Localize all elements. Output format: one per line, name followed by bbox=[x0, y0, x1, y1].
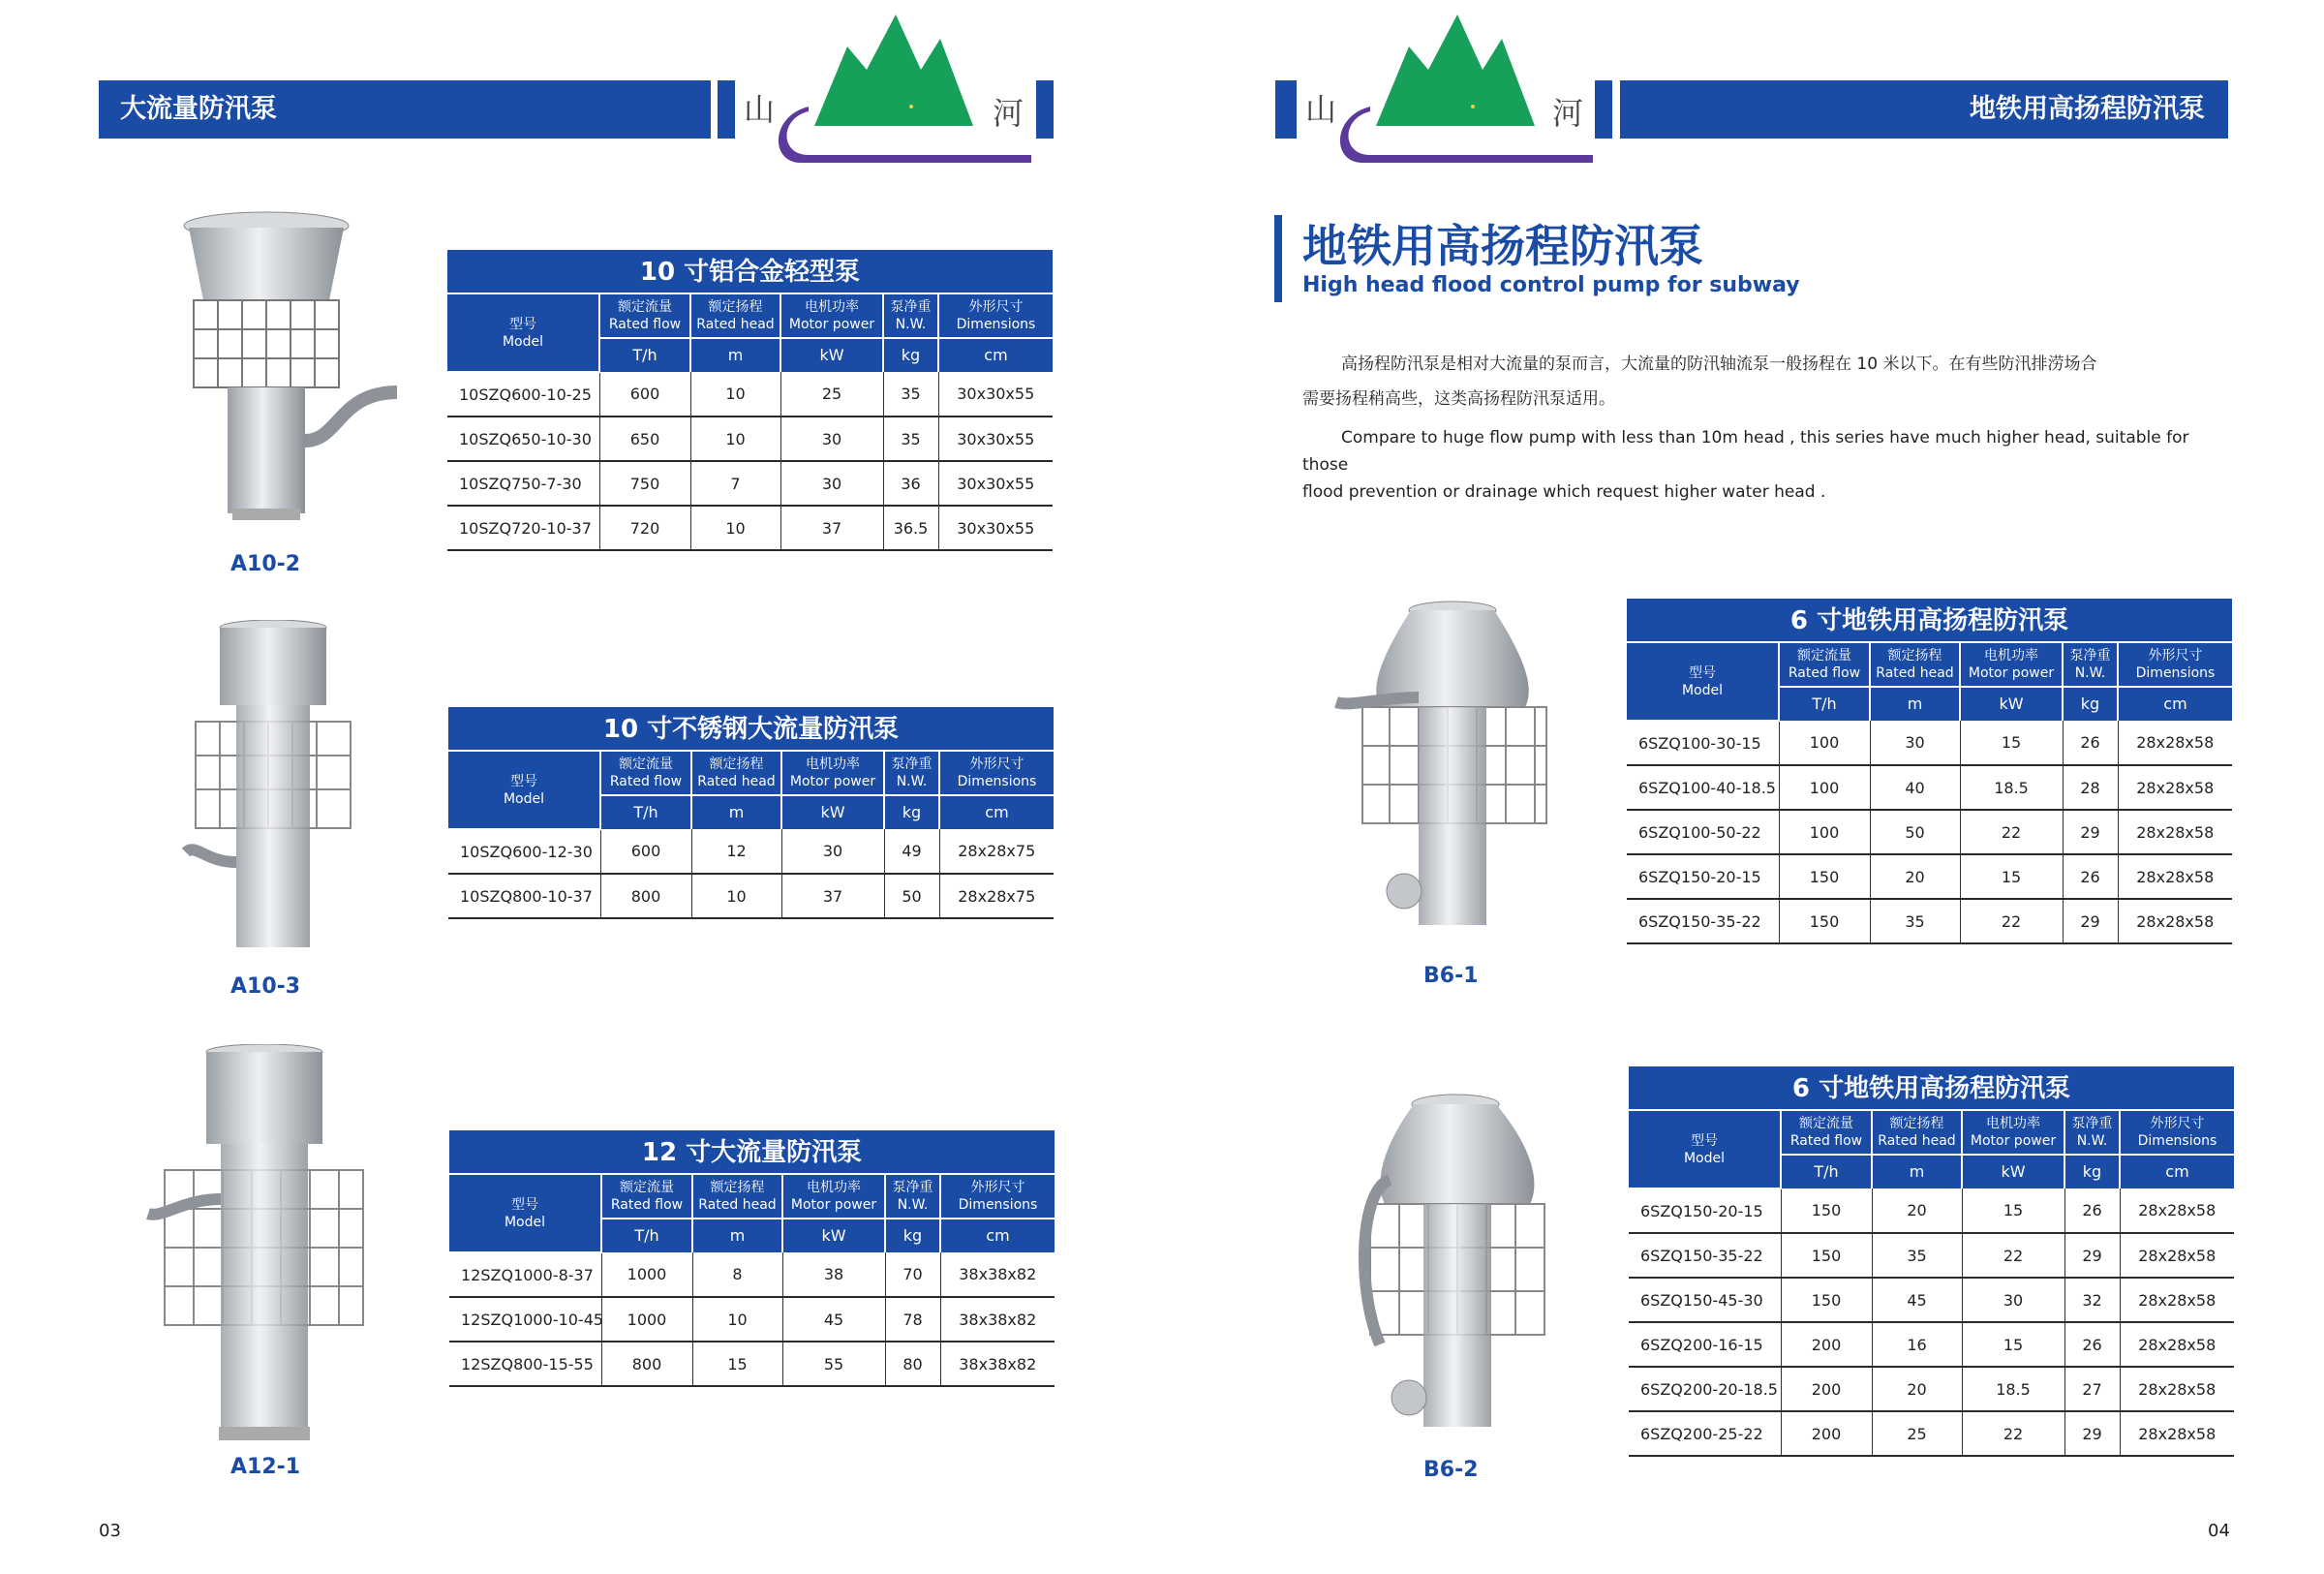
description-cn bbox=[1302, 347, 2232, 417]
table-cell: 26 bbox=[2064, 1188, 2120, 1233]
table-cell: 10SZQ600-12-30 bbox=[448, 829, 600, 874]
spec-grid bbox=[1627, 643, 2232, 944]
table-cell: 28x28x58 bbox=[2118, 810, 2232, 854]
table-cell: 26 bbox=[2063, 854, 2118, 899]
col-header-weight: 泵净重 N.W. bbox=[883, 294, 938, 338]
page-number-right: 04 bbox=[2208, 1521, 2230, 1541]
col-header-weight: 泵净重 N.W. bbox=[884, 752, 939, 795]
table-row bbox=[1629, 1278, 2234, 1322]
table-cell: 6SZQ150-20-15 bbox=[1629, 1188, 1781, 1233]
table-cell: 28x28x75 bbox=[939, 874, 1054, 918]
table-row bbox=[1627, 810, 2232, 854]
product-label-b6-1: B6-1 bbox=[1423, 964, 1479, 988]
col-header-model: 型号 Model bbox=[447, 294, 599, 372]
product-label-a10-3: A10-3 bbox=[230, 974, 301, 999]
table-cell: 30 bbox=[1870, 721, 1960, 765]
table-cell: 36 bbox=[883, 461, 938, 506]
table-cell: 27 bbox=[2064, 1367, 2120, 1411]
subway-heading-cn: 地铁用高扬程防汛泵 bbox=[1302, 220, 1703, 272]
table-cell: 29 bbox=[2064, 1411, 2120, 1456]
left-header-title: 大流量防汛泵 bbox=[120, 94, 277, 124]
logo-char-shan: 山 bbox=[1305, 91, 1337, 128]
table-cell: 30x30x55 bbox=[938, 506, 1053, 550]
col-header-weight: 泵净重 N.W. bbox=[885, 1175, 940, 1219]
table-cell: 600 bbox=[599, 372, 690, 417]
right-header-accent-left bbox=[1275, 80, 1297, 139]
table-cell: 38 bbox=[782, 1252, 885, 1297]
table-cell: 37 bbox=[781, 874, 884, 918]
table-cell: 36.5 bbox=[883, 506, 938, 550]
right-header-accent bbox=[1595, 80, 1612, 139]
table-cell: 200 bbox=[1781, 1411, 1872, 1456]
col-header-power: 电机功率 Motor power bbox=[782, 1175, 885, 1219]
description-cn-line-2: 需要扬程稍高些，这类高扬程防汛泵适用。 bbox=[1302, 389, 1615, 409]
col-header-head: 额定扬程 Rated head bbox=[1870, 643, 1960, 687]
table-cell: 15 bbox=[1962, 1322, 2064, 1367]
table-cell: 10SZQ800-10-37 bbox=[448, 874, 600, 918]
product-label-b6-2: B6-2 bbox=[1423, 1458, 1479, 1482]
table-cell: 35 bbox=[883, 372, 938, 417]
table-cell: 30x30x55 bbox=[938, 461, 1053, 506]
table-cell: 28x28x75 bbox=[939, 829, 1054, 874]
logo-char-shan: 山 bbox=[744, 91, 776, 128]
table-cell: 30 bbox=[781, 829, 884, 874]
table-row bbox=[449, 1252, 1055, 1297]
table-cell: 28 bbox=[2063, 765, 2118, 810]
table-cell: 800 bbox=[601, 1342, 692, 1386]
table-cell: 150 bbox=[1781, 1233, 1872, 1278]
table-cell: 100 bbox=[1779, 810, 1870, 854]
unit-dimensions: cm bbox=[938, 338, 1053, 372]
col-header-power: 电机功率 Motor power bbox=[780, 294, 883, 338]
table-cell: 26 bbox=[2064, 1322, 2120, 1367]
table-cell: 28x28x58 bbox=[2118, 899, 2232, 943]
brand-logo-left bbox=[741, 10, 1031, 165]
table-cell: 20 bbox=[1870, 854, 1960, 899]
col-header-model: 型号 Model bbox=[449, 1175, 601, 1252]
unit-flow: T/h bbox=[601, 1219, 692, 1252]
table-cell: 8 bbox=[692, 1252, 782, 1297]
pump-image-b6-2 bbox=[1341, 1093, 1564, 1441]
table-cell: 26 bbox=[2063, 721, 2118, 765]
pump-image-b6-1 bbox=[1331, 601, 1564, 944]
table-cell: 28x28x58 bbox=[2120, 1367, 2234, 1411]
table-cell: 22 bbox=[1960, 810, 2063, 854]
spec-table-title: 6 寸地铁用高扬程防汛泵 bbox=[1629, 1066, 2234, 1111]
spec-table-title: 10 寸不锈钢大流量防汛泵 bbox=[448, 707, 1054, 752]
spec-table-title: 12 寸大流量防汛泵 bbox=[449, 1130, 1055, 1175]
table-cell: 29 bbox=[2064, 1233, 2120, 1278]
table-cell: 800 bbox=[600, 874, 691, 918]
pump-image-a12-1 bbox=[143, 1044, 371, 1446]
product-label-a12-1: A12-1 bbox=[230, 1455, 301, 1479]
table-cell: 6SZQ150-35-22 bbox=[1627, 899, 1779, 943]
table-cell: 10SZQ600-10-25 bbox=[447, 372, 599, 417]
product-label-a10-2: A10-2 bbox=[230, 552, 301, 576]
unit-flow: T/h bbox=[1779, 687, 1870, 721]
table-cell: 35 bbox=[883, 417, 938, 461]
table-row bbox=[1627, 721, 2232, 765]
unit-head: m bbox=[1872, 1155, 1962, 1188]
subway-heading-en: High head flood control pump for subway bbox=[1302, 273, 1800, 297]
unit-head: m bbox=[1870, 687, 1960, 721]
table-cell: 28x28x58 bbox=[2120, 1411, 2234, 1456]
table-cell: 28x28x58 bbox=[2120, 1188, 2234, 1233]
table-cell: 10SZQ650-10-30 bbox=[447, 417, 599, 461]
spec-table-title: 6 寸地铁用高扬程防汛泵 bbox=[1627, 599, 2232, 643]
right-header-band bbox=[1620, 80, 2228, 139]
table-cell: 200 bbox=[1781, 1367, 1872, 1411]
table-row bbox=[448, 874, 1054, 918]
table-cell: 6SZQ150-20-15 bbox=[1627, 854, 1779, 899]
table-cell: 80 bbox=[885, 1342, 940, 1386]
table-cell: 150 bbox=[1781, 1188, 1872, 1233]
spec-table-title: 10 寸铝合金轻型泵 bbox=[447, 250, 1053, 294]
unit-weight: kg bbox=[2064, 1155, 2120, 1188]
table-cell: 100 bbox=[1779, 765, 1870, 810]
col-header-model: 型号 Model bbox=[1629, 1111, 1781, 1188]
table-row bbox=[1629, 1188, 2234, 1233]
table-cell: 750 bbox=[599, 461, 690, 506]
table-cell: 15 bbox=[1960, 721, 2063, 765]
table-cell: 720 bbox=[599, 506, 690, 550]
table-row bbox=[1629, 1367, 2234, 1411]
table-cell: 70 bbox=[885, 1252, 940, 1297]
logo-char-he: 河 bbox=[1552, 95, 1584, 132]
col-header-power: 电机功率 Motor power bbox=[1960, 643, 2063, 687]
table-cell: 45 bbox=[782, 1297, 885, 1342]
table-row bbox=[1627, 765, 2232, 810]
unit-power: kW bbox=[1962, 1155, 2064, 1188]
unit-power: kW bbox=[780, 338, 883, 372]
spec-table-b6-1 bbox=[1627, 599, 2232, 944]
table-cell: 37 bbox=[780, 506, 883, 550]
table-cell: 35 bbox=[1872, 1233, 1962, 1278]
table-cell: 22 bbox=[1960, 899, 2063, 943]
table-cell: 18.5 bbox=[1960, 765, 2063, 810]
table-cell: 28x28x58 bbox=[2118, 854, 2232, 899]
left-header-accent-right bbox=[1036, 80, 1054, 139]
spec-grid bbox=[1629, 1111, 2234, 1457]
table-cell: 38x38x82 bbox=[940, 1252, 1055, 1297]
description-en-line-2: flood prevention or drainage which request higher water head . bbox=[1302, 482, 1826, 502]
table-cell: 50 bbox=[1870, 810, 1960, 854]
col-header-model: 型号 Model bbox=[448, 752, 600, 829]
col-header-power: 电机功率 Motor power bbox=[781, 752, 884, 795]
col-header-flow: 额定流量 Rated flow bbox=[599, 294, 690, 338]
col-header-flow: 额定流量 Rated flow bbox=[1779, 643, 1870, 687]
mountain-icon bbox=[1376, 15, 1535, 126]
table-cell: 25 bbox=[780, 372, 883, 417]
table-cell: 6SZQ100-40-18.5 bbox=[1627, 765, 1779, 810]
right-header-title: 地铁用高扬程防汛泵 bbox=[1970, 94, 2205, 124]
table-cell: 22 bbox=[1962, 1411, 2064, 1456]
table-cell: 10 bbox=[690, 417, 780, 461]
table-cell: 32 bbox=[2064, 1278, 2120, 1322]
table-row bbox=[449, 1342, 1055, 1386]
pump-image-a10-3 bbox=[176, 620, 370, 959]
left-header-band bbox=[99, 80, 711, 139]
logo-char-he: 河 bbox=[993, 95, 1024, 132]
col-header-flow: 额定流量 Rated flow bbox=[601, 1175, 692, 1219]
table-row bbox=[1627, 854, 2232, 899]
table-cell: 30x30x55 bbox=[938, 417, 1053, 461]
col-header-flow: 额定流量 Rated flow bbox=[1781, 1111, 1872, 1155]
table-cell: 12 bbox=[691, 829, 781, 874]
unit-head: m bbox=[692, 1219, 782, 1252]
table-row bbox=[448, 829, 1054, 874]
left-header-accent bbox=[718, 80, 735, 139]
table-row bbox=[447, 506, 1053, 550]
table-cell: 6SZQ100-50-22 bbox=[1627, 810, 1779, 854]
unit-dimensions: cm bbox=[2120, 1155, 2234, 1188]
table-cell: 35 bbox=[1870, 899, 1960, 943]
table-cell: 1000 bbox=[601, 1297, 692, 1342]
unit-power: kW bbox=[781, 795, 884, 829]
table-cell: 78 bbox=[885, 1297, 940, 1342]
spec-table-b6-2 bbox=[1629, 1066, 2234, 1457]
table-cell: 49 bbox=[884, 829, 939, 874]
table-row bbox=[1629, 1322, 2234, 1367]
spec-grid bbox=[447, 294, 1053, 551]
spec-grid bbox=[449, 1175, 1055, 1387]
table-cell: 10 bbox=[690, 506, 780, 550]
table-cell: 22 bbox=[1962, 1233, 2064, 1278]
table-cell: 10SZQ750-7-30 bbox=[447, 461, 599, 506]
table-cell: 6SZQ150-45-30 bbox=[1629, 1278, 1781, 1322]
page-number-left: 03 bbox=[99, 1521, 121, 1541]
table-cell: 28x28x58 bbox=[2118, 765, 2232, 810]
table-cell: 10 bbox=[691, 874, 781, 918]
table-cell: 10 bbox=[690, 372, 780, 417]
table-cell: 16 bbox=[1872, 1322, 1962, 1367]
col-header-dimensions: 外形尺寸 Dimensions bbox=[2118, 643, 2232, 687]
heading-accent-bar bbox=[1274, 215, 1282, 302]
table-cell: 7 bbox=[690, 461, 780, 506]
unit-power: kW bbox=[782, 1219, 885, 1252]
table-cell: 45 bbox=[1872, 1278, 1962, 1322]
col-header-dimensions: 外形尺寸 Dimensions bbox=[938, 294, 1053, 338]
table-cell: 20 bbox=[1872, 1188, 1962, 1233]
table-cell: 12SZQ800-15-55 bbox=[449, 1342, 601, 1386]
table-cell: 6SZQ100-30-15 bbox=[1627, 721, 1779, 765]
unit-dimensions: cm bbox=[940, 1219, 1055, 1252]
table-cell: 30 bbox=[1962, 1278, 2064, 1322]
table-cell: 30 bbox=[780, 417, 883, 461]
table-cell: 28x28x58 bbox=[2120, 1278, 2234, 1322]
col-header-dimensions: 外形尺寸 Dimensions bbox=[940, 1175, 1055, 1219]
col-header-head: 额定扬程 Rated head bbox=[691, 752, 781, 795]
description-en-line-1: Compare to huge flow pump with less than 10m head , this series have much higher head, suitable for those bbox=[1302, 428, 2189, 475]
mountain-icon bbox=[814, 15, 973, 126]
col-header-head: 额定扬程 Rated head bbox=[1872, 1111, 1962, 1155]
unit-head: m bbox=[691, 795, 781, 829]
table-cell: 6SZQ200-16-15 bbox=[1629, 1322, 1781, 1367]
table-cell: 6SZQ150-35-22 bbox=[1629, 1233, 1781, 1278]
description-cn-line-1: 高扬程防汛泵是相对大流量的泵而言，大流量的防汛轴流泵一般扬程在 10 米以下。在有些防汛排涝场合 bbox=[1341, 355, 2097, 374]
description-en bbox=[1302, 424, 2232, 506]
spec-table-a10-2 bbox=[447, 250, 1053, 551]
table-cell: 15 bbox=[692, 1342, 782, 1386]
table-row bbox=[1627, 899, 2232, 943]
table-cell: 650 bbox=[599, 417, 690, 461]
table-cell: 6SZQ200-20-18.5 bbox=[1629, 1367, 1781, 1411]
table-cell: 15 bbox=[1962, 1188, 2064, 1233]
col-header-power: 电机功率 Motor power bbox=[1962, 1111, 2064, 1155]
table-cell: 12SZQ1000-8-37 bbox=[449, 1252, 601, 1297]
table-cell: 50 bbox=[884, 874, 939, 918]
spec-table-a10-3 bbox=[448, 707, 1054, 919]
col-header-weight: 泵净重 N.W. bbox=[2064, 1111, 2120, 1155]
table-cell: 150 bbox=[1779, 854, 1870, 899]
col-header-flow: 额定流量 Rated flow bbox=[600, 752, 691, 795]
col-header-dimensions: 外形尺寸 Dimensions bbox=[939, 752, 1054, 795]
unit-weight: kg bbox=[2063, 687, 2118, 721]
table-row bbox=[449, 1297, 1055, 1342]
spec-grid bbox=[448, 752, 1054, 919]
table-cell: 30 bbox=[780, 461, 883, 506]
table-row bbox=[447, 372, 1053, 417]
unit-weight: kg bbox=[883, 338, 938, 372]
table-cell: 200 bbox=[1781, 1322, 1872, 1367]
col-header-weight: 泵净重 N.W. bbox=[2063, 643, 2118, 687]
table-cell: 12SZQ1000-10-45 bbox=[449, 1297, 601, 1342]
unit-weight: kg bbox=[885, 1219, 940, 1252]
unit-weight: kg bbox=[884, 795, 939, 829]
table-cell: 600 bbox=[600, 829, 691, 874]
table-cell: 150 bbox=[1781, 1278, 1872, 1322]
table-cell: 38x38x82 bbox=[940, 1297, 1055, 1342]
table-cell: 38x38x82 bbox=[940, 1342, 1055, 1386]
unit-power: kW bbox=[1960, 687, 2063, 721]
pump-image-a10-2 bbox=[174, 208, 426, 528]
unit-dimensions: cm bbox=[2118, 687, 2232, 721]
table-row bbox=[447, 417, 1053, 461]
col-header-dimensions: 外形尺寸 Dimensions bbox=[2120, 1111, 2234, 1155]
table-row bbox=[1629, 1411, 2234, 1456]
table-cell: 30x30x55 bbox=[938, 372, 1053, 417]
table-cell: 10 bbox=[692, 1297, 782, 1342]
table-cell: 28x28x58 bbox=[2120, 1322, 2234, 1367]
unit-dimensions: cm bbox=[939, 795, 1054, 829]
table-cell: 1000 bbox=[601, 1252, 692, 1297]
table-cell: 15 bbox=[1960, 854, 2063, 899]
table-cell: 29 bbox=[2063, 810, 2118, 854]
spec-table-a12-1 bbox=[449, 1130, 1055, 1387]
unit-head: m bbox=[690, 338, 780, 372]
table-cell: 18.5 bbox=[1962, 1367, 2064, 1411]
table-cell: 100 bbox=[1779, 721, 1870, 765]
table-cell: 25 bbox=[1872, 1411, 1962, 1456]
table-cell: 55 bbox=[782, 1342, 885, 1386]
table-cell: 29 bbox=[2063, 899, 2118, 943]
unit-flow: T/h bbox=[599, 338, 690, 372]
col-header-head: 额定扬程 Rated head bbox=[692, 1175, 782, 1219]
table-cell: 28x28x58 bbox=[2118, 721, 2232, 765]
col-header-head: 额定扬程 Rated head bbox=[690, 294, 780, 338]
table-row bbox=[447, 461, 1053, 506]
table-row bbox=[1629, 1233, 2234, 1278]
table-cell: 10SZQ720-10-37 bbox=[447, 506, 599, 550]
table-cell: 6SZQ200-25-22 bbox=[1629, 1411, 1781, 1456]
table-cell: 150 bbox=[1779, 899, 1870, 943]
table-cell: 20 bbox=[1872, 1367, 1962, 1411]
table-cell: 40 bbox=[1870, 765, 1960, 810]
brand-logo-right bbox=[1302, 10, 1593, 165]
col-header-model: 型号 Model bbox=[1627, 643, 1779, 721]
unit-flow: T/h bbox=[1781, 1155, 1872, 1188]
table-cell: 28x28x58 bbox=[2120, 1233, 2234, 1278]
unit-flow: T/h bbox=[600, 795, 691, 829]
